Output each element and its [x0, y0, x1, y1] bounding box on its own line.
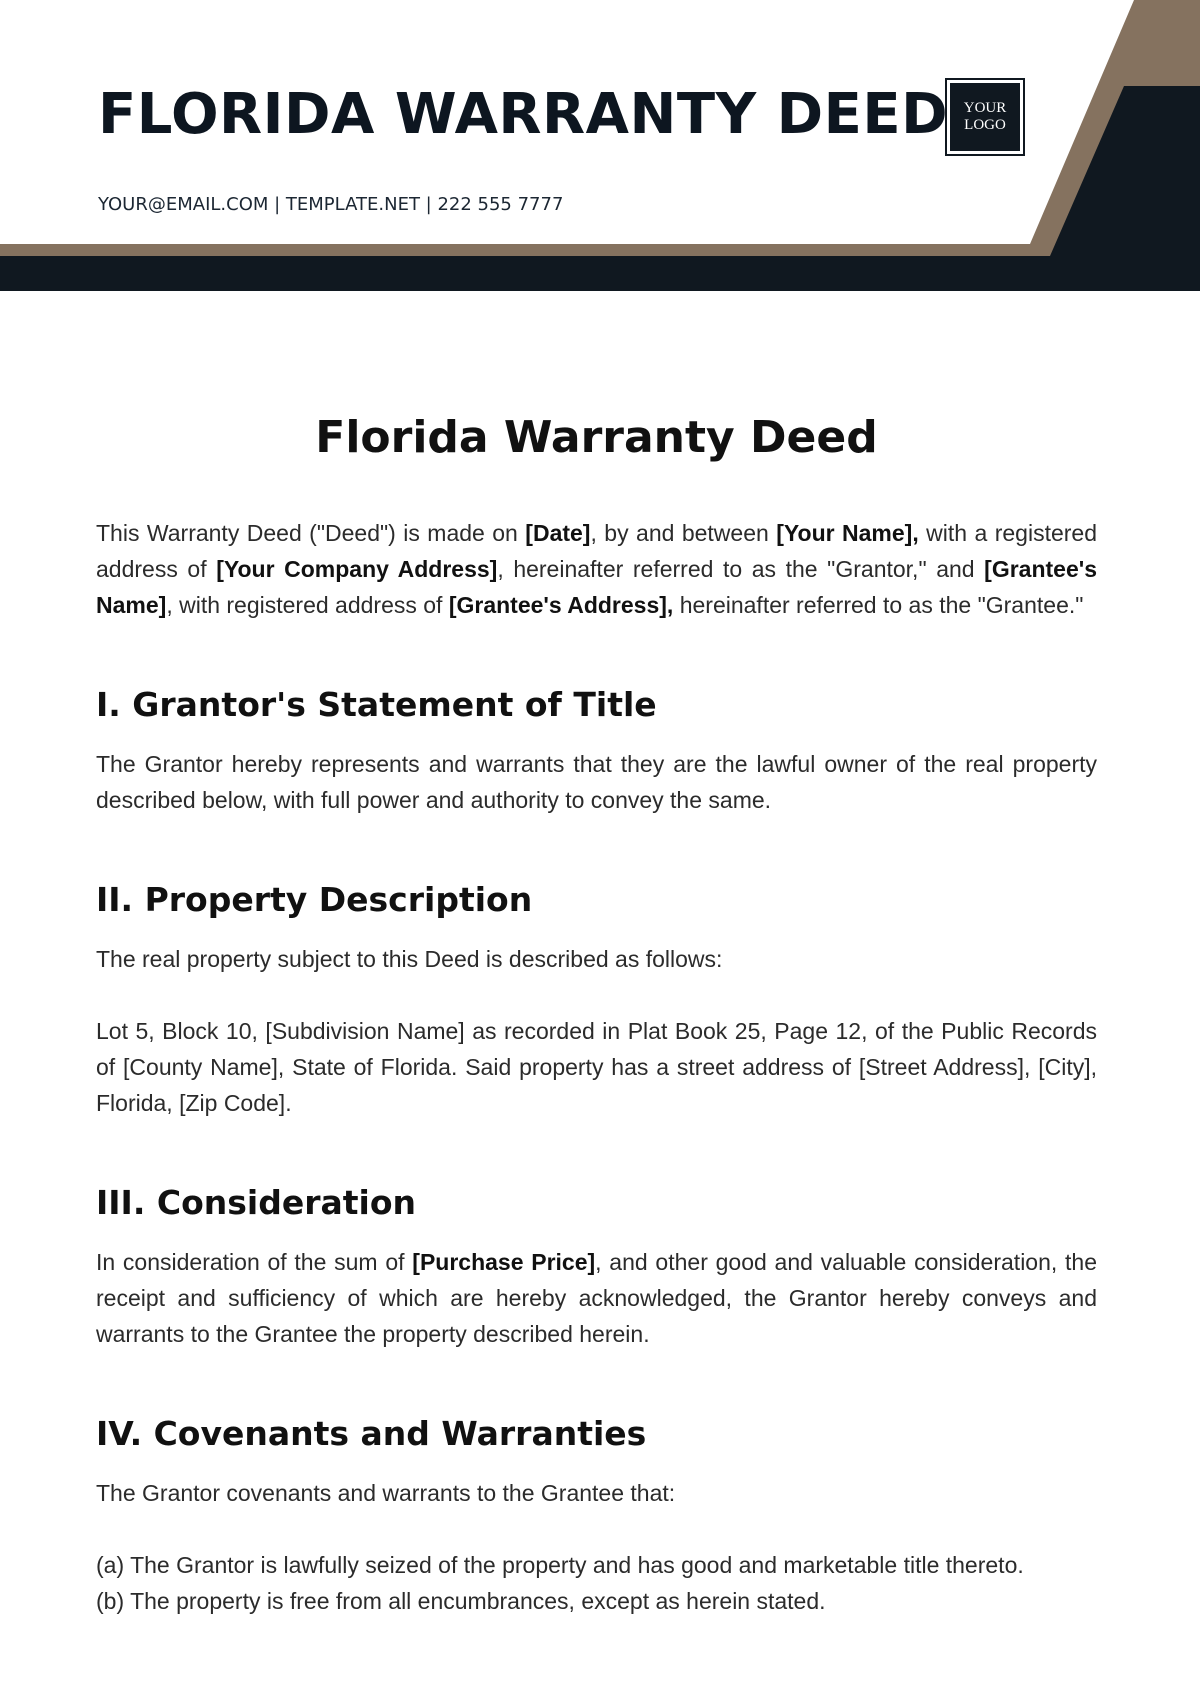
consideration-text: , and other good and valuable consideration, the receipt and sufficiency of which are hereby acknowledged, the Grantor hereby conveys and warrants to the Grantee the property described herein. — [96, 1249, 1097, 1347]
section-heading: II. Property Description — [96, 880, 533, 919]
intro-text: , with registered address of — [166, 592, 449, 618]
section-heading: I. Grantor's Statement of Title — [96, 685, 657, 724]
logo-text-line1: YOUR — [963, 100, 1007, 116]
intro-paragraph — [96, 515, 1097, 623]
contact-info: YOUR@EMAIL.COM | TEMPLATE.NET | 222 555 7777 — [98, 194, 564, 215]
property-legal-description: Lot 5, Block 10, [Subdivision Name] as recorded in Plat Book 25, Page 12, of the Public Records of [County Name], State of Florida. Said property has a street address of [Street Address], [City], Florida, [Zip Code]. — [96, 1018, 1097, 1116]
intro-text: , by and between — [590, 520, 777, 546]
consideration-text: In consideration of the sum of — [96, 1249, 413, 1275]
document-header — [0, 0, 1200, 300]
your-name-placeholder: [Your Name], — [776, 520, 919, 546]
document-title: Florida Warranty Deed — [315, 412, 878, 463]
logo-text-line2: LOGO — [964, 117, 1006, 133]
date-placeholder: [Date] — [525, 520, 591, 546]
document-body — [96, 412, 1097, 1619]
intro-text: This Warranty Deed ("Deed") is made on — [96, 520, 526, 546]
intro-text: with a registered address of — [96, 520, 1097, 582]
intro-text: , hereinafter referred to as the "Grantor," and — [497, 556, 985, 582]
section-paragraph: The real property subject to this Deed is described as follows: — [96, 946, 723, 972]
section-paragraph: The Grantor covenants and warrants to the Grantee that: — [96, 1480, 676, 1506]
purchase-price-placeholder: [Purchase Price] — [412, 1249, 596, 1275]
brand-title: FLORIDA WARRANTY DEED — [98, 82, 949, 147]
covenant-item: (a) The Grantor is lawfully seized of the property and has good and marketable title thereto. — [96, 1552, 1024, 1578]
logo-mark — [950, 83, 1020, 151]
company-logo — [945, 78, 1025, 156]
section-heading: III. Consideration — [96, 1183, 416, 1222]
consideration-paragraph — [96, 1244, 1097, 1352]
section-paragraph: The Grantor hereby represents and warrants that they are the lawful owner of the real property described below, with full power and authority to convey the same. — [96, 751, 1097, 813]
company-address-placeholder: [Your Company Address] — [216, 556, 498, 582]
grantee-name-placeholder: [Grantee's Name] — [96, 556, 1097, 618]
intro-text: hereinafter referred to as the "Grantee." — [673, 592, 1084, 618]
covenant-item: (b) The property is free from all encumbrances, except as herein stated. — [96, 1588, 826, 1614]
section-heading: IV. Covenants and Warranties — [96, 1414, 647, 1453]
grantee-address-placeholder: [Grantee's Address], — [448, 592, 674, 618]
